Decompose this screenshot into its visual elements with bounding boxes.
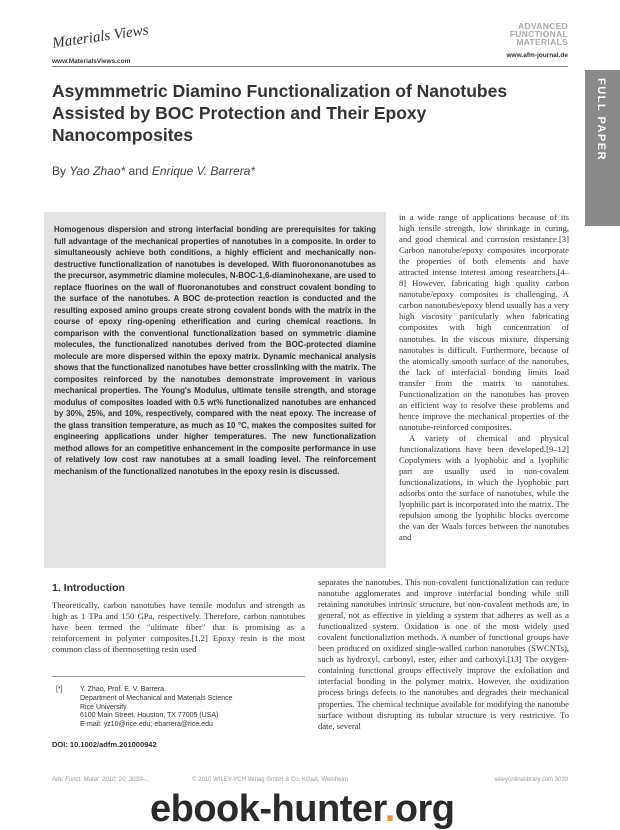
journal-logo [510, 22, 568, 46]
watermark-dot: . [384, 788, 395, 830]
section-heading: 1. Introduction [52, 582, 125, 594]
journal-url[interactable]: www.afm-journal.de [506, 52, 568, 59]
abstract-text: Homogenous dispersion and strong interfacial bonding are prerequisites for taking full advantage of the mechanical properties of nanotubes in a composite. In order to simultaneously achieve both conditions, a highly efficient and mechanically non-destructive functionalization of nanotubes is developed. With fluorononanotubes as the precursor, asymmetric diamine molecules, N-BOC-1,6-diaminohexane, are used to replace fluorines on the wall of fluoronanotubes and construct covalent bonding to the surface of the nanotubes. A BOC de-protection reaction is conducted and the resulting exposed amino groups create strong covalent bonds with the matrix in the course of epoxy ring-opening etherification and curing chemical reactions. In comparison with the conventional functionalization based on symmetric diamine molecules, the functionalized nanotubes derived from the BOC-protected diamine molecule are more dispersed within the epoxy matrix. Dynamic mechanical analysis shows that the functionalized nanotubes have better crosslinking with the matrix. The composites reinforced by the nanotubes demonstrate improvement in various mechanical properties. The Young's Modulus, ultimate tensile strength, and storage modulus of composites loaded with 0.5 wt% functionalized nanotubes are enhanced by 30%, 25%, and 10%, respectively, compared with the neat epoxy. The increase of the glass transition temperature, as much as 10 °C, makes the composites suited for engineering applications under higher temperatures. The new functionalization method allows for an competitive enhancement in the composite performance in use of relatively low cost raw nanotubes at a small loading level. The reinforcement mechanism of the functionalized nanotubes in the epoxy resin is discussed. [54, 225, 376, 476]
paragraph: Theoretically, carbon nanotubes have tensile modulus and strength as high as 1 TPa and 150 GPa, respectively. Therefore, carbon nanotubes have been termed the "ultimate fiber" that is promising as a reinforcement in polymer composites.[1,2] Epoxy resin is the most common class of thermosetting resin used [52, 600, 305, 655]
paragraph: separates the nanotubes. This non-covalent functionalization can reduce nanotube agglomerates and improve interfacial bonding while still retaining nanotubes intrinsic structure, but non-covalent methods are, in general, not as effective in yielding a system that adheres as well as a functionalized system. Oxidation is one of the most widely used covalent functionaliztion methods. A number of functional groups have been produced on oxidized single-walled carbon nanotubes (SWCNTs), such as hydroxyl, carbonyl, ester, ether and carboxyl.[13] The oxygen-containing functional groups effectively improve the exfoliation and interfacial bonding in the polymer matrix. However, the oxidization process brings defects to the nanotubes and degrades their mechanical properties. The chemical technique available for modifying the nanotube surface without disrupting its tubular structure is very restrictive. To date, several [318, 577, 569, 731]
footnote-names: Y. Zhao, Prof. E. V. Barrera [80, 686, 165, 693]
footnote-email[interactable]: E-mail: yz10@rice.edu; ebarrera@rice.edu [80, 721, 213, 729]
and-label: and [128, 164, 149, 178]
publisher-url[interactable]: www.MaterialsViews.com [52, 58, 131, 65]
materials-views-logo: Materials Views [51, 22, 150, 52]
header-rule [52, 66, 568, 67]
watermark-part: ebook-hunter [150, 788, 385, 830]
footer-site[interactable]: wileyonlinelibrary.com 3039 [494, 777, 568, 783]
author-footnote [52, 686, 305, 730]
wide-column [318, 577, 569, 732]
author-line [52, 164, 255, 178]
journal-logo-line: MATERIALS [516, 37, 568, 47]
author-name: Yao Zhao* [69, 164, 126, 178]
footnote-mark: [*] [56, 686, 63, 693]
paragraph: in a wide range of applications because of its high tensile strength, low shrinkage in curing, and good chemical and corrosion resistance.[3] Carbon nanotube/epoxy composites incorporate the properties of both elements and have attracted intense interest among researchers.[4–8] However, fabricating high quality carbon nanotube/epoxy composites is challenging. A carbon nanotubes/epoxy blend usually has a very high viscosity particularly when fabricating composites with high concentration of nanotubes. In the viscous mixture, dispersing nanotubes is difficult. Furthermore, because of the atomically smooth surface of the nanotubes, the lack of interfacial bonding limits load transfer from the matrix to nanotubes. Functionalization on the nanotubes has proven an efficient way to resolve these problems and hence improve the mechanical properties of the nanotube-reinforced composites. [399, 212, 569, 432]
abstract-box [44, 212, 386, 568]
left-column [52, 600, 305, 655]
by-label: By [52, 164, 67, 178]
journal-logo-line: ADVANCED [518, 21, 568, 31]
watermark [150, 790, 454, 828]
journal-logo-line: FUNCTIONAL [509, 29, 568, 39]
footer-copyright: © 2010 WILEY-VCH Verlag GmbH & Co. KGaA, Weinheim [192, 777, 348, 783]
paragraph: A variety of chemical and physical functionalizations have been developed.[9–12] Copolymers with a lyophobic and a lyophilic part are usually used in non-covalent functionalizations, in which the lyophobic part adsorbs onto the surface of nanotubes, while the lyophilic part is incorporated into the matrix. The repulsion among the lyophilic blocks overcome the van der Waals forces between the nanotubes and [399, 432, 569, 543]
section-tab-label: FULL PAPER [595, 78, 607, 162]
article-title: Asymmmetric Diamino Functionalization of Nanotubes Assisted by BOC Protection and Their Epoxy Nanocomposites [52, 81, 508, 145]
footnote-address: 6100 Main Street, Houston, TX 77005 (USA) [80, 712, 219, 720]
footnote-univ: Rice University [80, 703, 127, 711]
author-name: Enrique V. Barrera* [151, 164, 256, 178]
doi[interactable]: DOI: 10.1002/adfm.201000942 [52, 740, 157, 749]
footer-citation: Adv. Funct. Mater. 2010, 20, 3039–... [52, 777, 151, 783]
section-tab [585, 70, 620, 226]
footnote-rule [52, 676, 305, 677]
right-column [399, 212, 569, 543]
page-footer [52, 777, 568, 783]
watermark-part: org [394, 788, 455, 830]
footnote-dept: Department of Mechanical and Materials Science [80, 694, 233, 702]
